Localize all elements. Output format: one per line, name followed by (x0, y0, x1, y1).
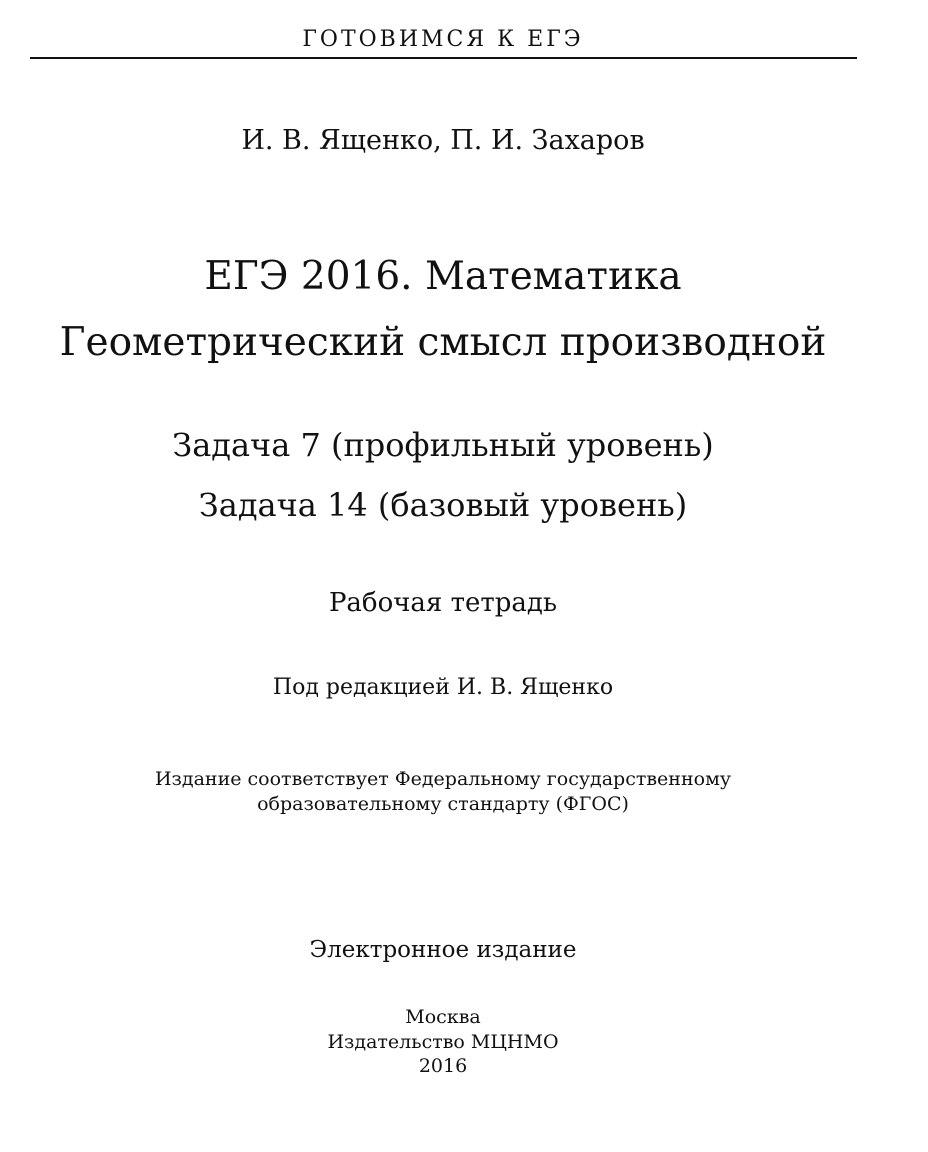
book-title-line-1: ЕГЭ 2016. Математика (204, 254, 682, 299)
task-line-1: Задача 7 (профильный уровень) (172, 426, 714, 464)
workbook-label: Рабочая тетрадь (328, 588, 558, 618)
book-title-line-2: Геометрический смысл производной (59, 320, 827, 365)
task-line-2: Задача 14 (базовый уровень) (198, 486, 688, 524)
authors: И. В. Ященко, П. И. Захаров (241, 125, 645, 156)
imprint-year: 2016 (418, 1055, 468, 1077)
series-header: ГОТОВИМСЯ К ЕГЭ (302, 27, 584, 52)
imprint-publisher: Издательство МЦНМО (327, 1031, 559, 1053)
standard-note-line-1: Издание соответствует Федеральному государственному (154, 768, 732, 790)
standard-note-line-2: образовательному стандарту (ФГОС) (257, 793, 629, 815)
imprint-city: Москва (405, 1006, 481, 1028)
header-rule (30, 57, 857, 59)
editor-credit: Под редакцией И. В. Ященко (272, 675, 614, 700)
edition-label: Электронное издание (309, 937, 577, 963)
